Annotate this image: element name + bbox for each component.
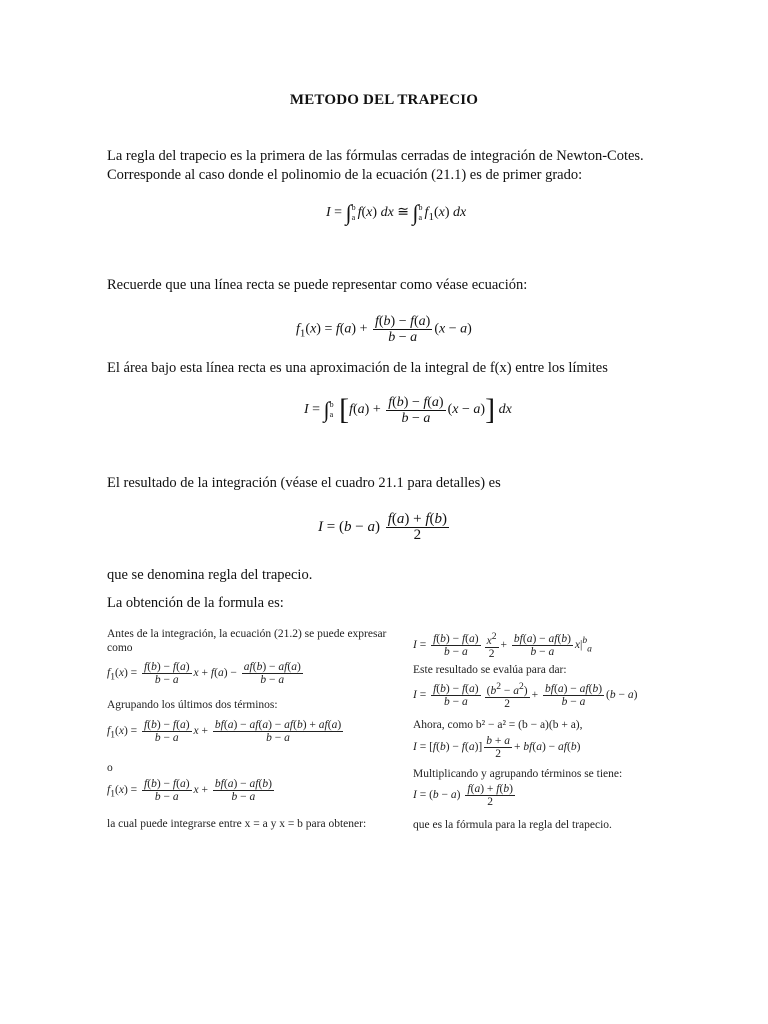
left-text-grouping: Agrupando los últimos dos términos: <box>107 699 278 711</box>
equation-integral-of-line: I = ∫ b a [f(a) + $\frac{f(b) - f(a)}{b - a}$ (x − a)] dx <box>304 393 512 426</box>
equation-trapezoid-rule: I = (b − a) $\frac{f(a) + f(b)}{2}$ <box>318 511 447 543</box>
paragraph-area-under-line: El área bajo esta línea recta es una aproximación de la integral de f(x) entre los límites <box>107 360 608 376</box>
right-equation-1: I = $\frac{f(b) - f(a)}{b - a}$ $\frac{x^2}{2}$ + $\frac{bf(a) - af(b)}{b - a}$ $x|^b_a$ <box>413 631 592 660</box>
paragraph-intro-line2: Corresponde al caso donde el polinomio de la ecuación (21.1) es de primer grado: <box>107 167 583 183</box>
left-text-como: como <box>107 642 133 654</box>
left-equation-3: $f_1(x)$ = $\frac{f(b) - f(a)}{b - a}$ x + $\frac{bf(a) - af(b)}{b - a}$ <box>107 778 272 803</box>
derivation-left-column <box>107 625 407 835</box>
derivation-right-column <box>413 625 643 835</box>
right-equation-2: I = $\frac{f(b) - f(a)}{b - a}$ $\frac{(b^2 - a^2)}{2}$ + $\frac{bf(a) - af(b)}{b - a}$ (b − a) <box>413 681 638 710</box>
left-equation-2: $f_1(x)$ = $\frac{f(b) - f(a)}{b - a}$ x + $\frac{bf(a) - af(a) - af(b) + af(a)}{b - a}$ <box>107 719 342 744</box>
left-text-o: o <box>107 762 113 774</box>
right-text-multiplying: Multiplicando y agrupando términos se tiene: <box>413 768 623 780</box>
paragraph-integration-result: El resultado de la integración (véase el cuadro 21.1 para detalles) es <box>107 475 501 491</box>
paragraph-derivation-intro: La obtención de la formula es: <box>107 595 284 611</box>
equation-straight-line: $f_1(x) = f(a)$ + $\frac{f(b) - f(a)}{b - a}$ (x − a) <box>296 314 472 345</box>
paragraph-intro-line1: La regla del trapecio es la primera de las fórmulas cerradas de integración de Newton-Cotes. <box>107 148 644 164</box>
right-text-conclusion: que es la fórmula para la regla del trapecio. <box>413 819 612 831</box>
right-text-now-since: Ahora, como b² − a² = (b − a)(b + a), <box>413 719 583 731</box>
equation-integral-approx: I = ∫ b a f(x) dx ≅ ∫ b a $f_1(x)$ dx <box>326 200 467 225</box>
left-text-before-integration: Antes de la integración, la ecuación (21.2) se puede expresar <box>107 628 387 640</box>
left-text-integrate: la cual puede integrarse entre x = a y x = b para obtener: <box>107 818 367 830</box>
right-equation-4: I = (b − a) $\frac{f(a) + f(b)}{2}$ <box>413 783 513 808</box>
paragraph-rule-name: que se denomina regla del trapecio. <box>107 567 313 583</box>
right-text-evaluate: Este resultado se evalúa para dar: <box>413 664 567 676</box>
paragraph-line-representation: Recuerde que una línea recta se puede representar como véase ecuación: <box>107 277 528 293</box>
left-equation-1: $f_1(x)$ = $\frac{f(b) - f(a)}{b - a}$ x + f(a) − $\frac{af(b) - af(a)}{b - a}$ <box>107 661 301 686</box>
page-title: METODO DEL TRAPECIO <box>289 92 479 108</box>
right-equation-3: I = [f(b) − f(a)] $\frac{b + a}{2}$ + bf(a) − af(b) <box>413 735 581 760</box>
